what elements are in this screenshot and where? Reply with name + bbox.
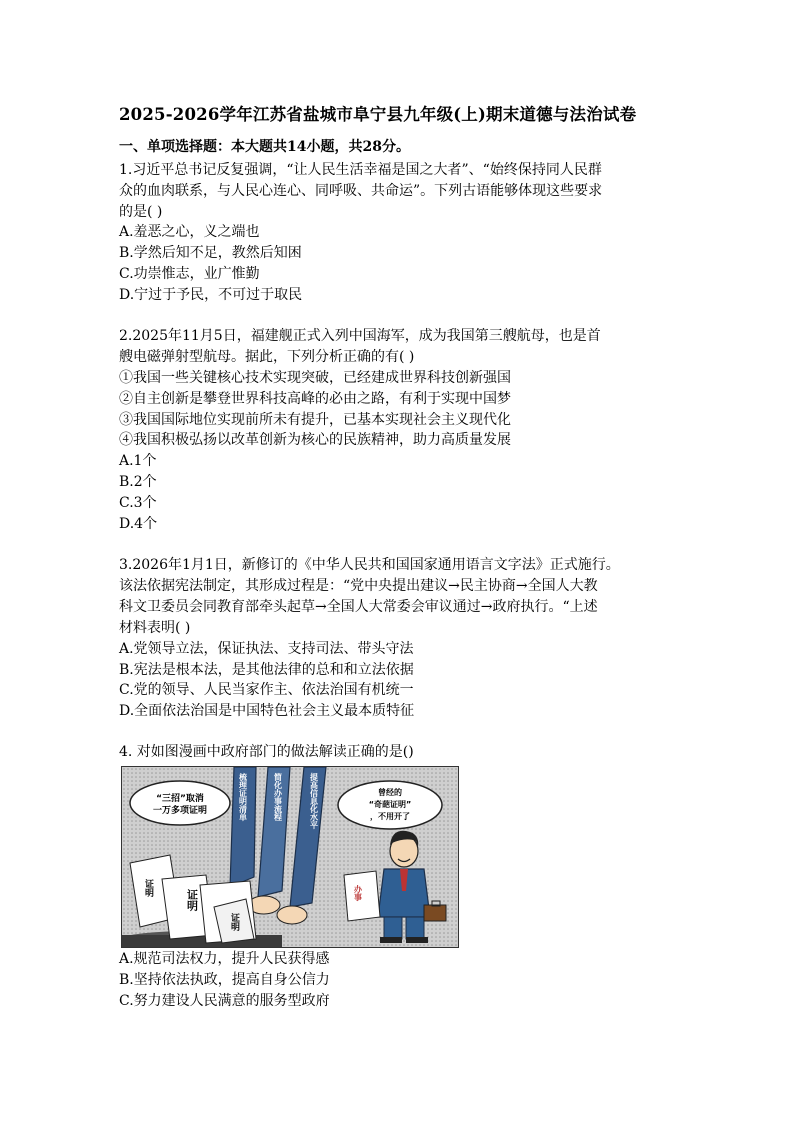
bubble-right-line-1: 曾经的 [378, 788, 402, 797]
q4-option-a[interactable]: A.规范司法权力，提升人民获得感 [119, 951, 330, 967]
q3-stem-line: 科文卫委员会同教育部牵头起草→全国人大常委会审议通过→政府执行。“上述 [119, 599, 598, 615]
exam-title: 2025-2026学年江苏省盐城市阜宁县九年级(上)期末道德与法治试卷 [119, 105, 637, 124]
q2-statement-1: ①我国一些关键核心技术实现突破，已经建成世界科技创新强国 [119, 370, 511, 386]
document-label: 办事 [353, 885, 363, 901]
q3-stem-line: 该法依据宪法制定，其形成过程是：“党中央提出建议→民主协商→全国人大教 [119, 578, 598, 594]
q1-option-a[interactable]: A.羞恶之心，义之端也 [119, 224, 260, 240]
q1-option-b[interactable]: B.学然后知不足，教然后知困 [119, 245, 302, 261]
q2-option-b[interactable]: B.2个 [119, 474, 157, 490]
q3-option-b[interactable]: B.宪法是根本法，是其他法律的总和和立法依据 [119, 662, 414, 678]
q1-stem-line: 的是( ) [119, 204, 163, 220]
bubble-left-line-1: “三招”取消 [156, 794, 204, 804]
q2-option-c[interactable]: C.3个 [119, 495, 157, 511]
q2-statement-3: ③我国国际地位实现前所未有提升，已基本实现社会主义现代化 [119, 412, 511, 428]
bubble-right-line-3: ，不用开了 [370, 812, 410, 821]
q1-option-c[interactable]: C.功崇惟志，业广惟勤 [119, 266, 260, 282]
q1-option-d[interactable]: D.宁过于予民，不可过于取民 [119, 287, 303, 303]
document-held [344, 871, 380, 921]
q4-option-b[interactable]: B.坚持依法执政，提高自身公信力 [119, 972, 330, 988]
cartoon-image [121, 766, 459, 948]
q1-stem-line: 众的血肉联系，与人民心连心、同呼吸、共命运”。下列古语能够体现这些要求 [119, 183, 603, 199]
paper-label-1: 证明 [143, 879, 153, 897]
sleeve-1 [230, 767, 256, 887]
cartoon-illustration [122, 767, 458, 947]
q2-statement-4: ④我国积极弘扬以改革创新为核心的民族精神，助力高质量发展 [119, 432, 511, 448]
q2-option-d[interactable]: D.4个 [119, 516, 158, 532]
q2-stem-line: 艘电磁弹射型航母。据此，下列分析正确的有( ) [119, 349, 415, 365]
q2-option-a[interactable]: A.1个 [119, 453, 157, 469]
q3-option-c[interactable]: C.党的领导、人民当家作主、依法治国有机统一 [119, 682, 414, 698]
q3-stem-line: 3.2026年1月1日，新修订的《中华人民共和国国家通用语言文字法》正式施行。 [119, 557, 620, 573]
q3-option-d[interactable]: D.全面依法治国是中国特色社会主义最本质特征 [119, 703, 415, 719]
sleeve-2-label: 简化办事流程 [273, 773, 283, 821]
q2-stem-line: 2.2025年11月5日，福建舰正式入列中国海军，成为我国第三艘航母，也是首 [119, 328, 601, 344]
q4-stem: 4. 对如图漫画中政府部门的做法解读正确的是() [119, 744, 414, 760]
q3-option-a[interactable]: A.党领导立法，保证执法、支持司法、带头守法 [119, 641, 414, 657]
bubble-left-line-2: 一万多项证明 [152, 806, 208, 816]
section-heading: 一、单项选择题：本大题共14小题，共28分。 [119, 139, 410, 155]
q2-statement-2: ②自主创新是攀登世界科技高峰的必由之路，有利于实现中国梦 [119, 391, 511, 407]
sleeve-1-label: 梳理证明清单 [238, 773, 248, 821]
paper-label-3: 证明 [229, 913, 239, 931]
paper-label-2: 证明 [185, 889, 199, 911]
q1-stem-line: 1.习近平总书记反复强调，“让人民生活幸福是国之大者”、“始终保持同人民群 [119, 162, 602, 178]
sleeve-3-label: 提高信息化水平 [309, 773, 319, 829]
q4-option-c[interactable]: C.努力建设人民满意的服务型政府 [119, 993, 330, 1009]
q3-stem-line: 材料表明( ) [119, 620, 191, 636]
bubble-right-line-2: “奇葩证明” [368, 800, 412, 809]
